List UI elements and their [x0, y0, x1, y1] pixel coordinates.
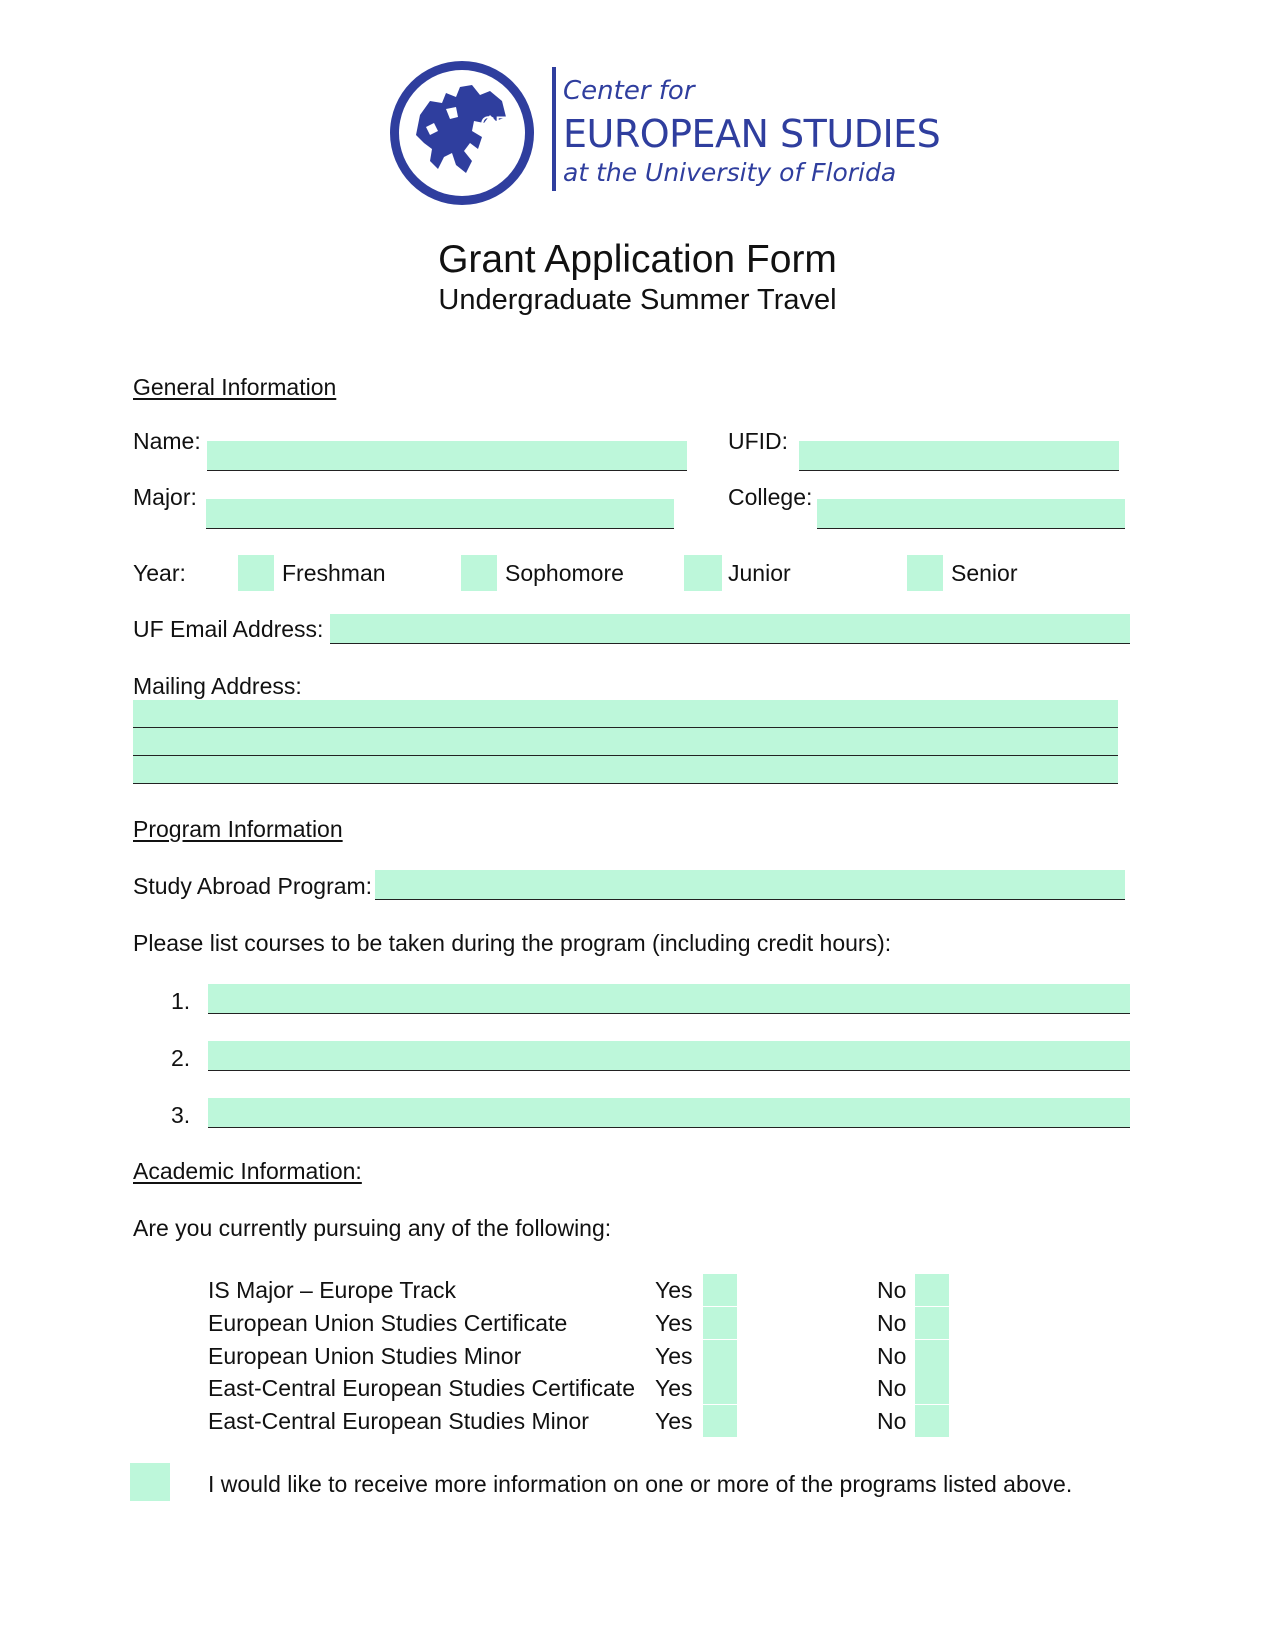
no-checkbox-3[interactable] — [915, 1340, 949, 1372]
junior-checkbox[interactable] — [684, 555, 722, 591]
program-info-heading: Program Information — [133, 816, 343, 842]
academic-item-3: European Union Studies Minor — [208, 1343, 522, 1369]
freshman-label: Freshman — [282, 560, 386, 586]
logo-badge: CES — [480, 113, 522, 137]
yes-checkbox-4[interactable] — [703, 1372, 737, 1404]
more-info-label: I would like to receive more information on one or more of the programs listed above. — [208, 1471, 1073, 1497]
course-number-3: 3. — [171, 1102, 191, 1128]
college-label: College: — [728, 484, 813, 510]
no-label-2: No — [877, 1310, 907, 1336]
mailing-address-line-1[interactable] — [133, 700, 1118, 728]
logo-divider — [552, 67, 556, 191]
email-label: UF Email Address: — [133, 616, 324, 642]
academic-item-1: IS Major – Europe Track — [208, 1277, 456, 1303]
no-checkbox-2[interactable] — [915, 1307, 949, 1339]
study-abroad-label: Study Abroad Program: — [133, 873, 373, 899]
yes-label-4: Yes — [655, 1375, 693, 1401]
course-number-2: 2. — [171, 1045, 191, 1071]
academic-item-4: East-Central European Studies Certificate — [208, 1375, 635, 1401]
senior-checkbox[interactable] — [907, 555, 943, 591]
no-label-3: No — [877, 1343, 907, 1369]
yes-checkbox-1[interactable] — [703, 1274, 737, 1306]
college-field[interactable] — [817, 499, 1125, 529]
no-checkbox-5[interactable] — [915, 1405, 949, 1437]
name-label: Name: — [133, 428, 201, 454]
email-field[interactable] — [330, 614, 1130, 644]
course-field-2[interactable] — [208, 1041, 1130, 1071]
sophomore-checkbox[interactable] — [461, 555, 497, 591]
course-field-3[interactable] — [208, 1098, 1130, 1128]
logo-line-2: EUROPEAN STUDIES — [563, 112, 941, 156]
no-label-4: No — [877, 1375, 907, 1401]
mailing-label: Mailing Address: — [133, 673, 302, 699]
no-checkbox-1[interactable] — [915, 1274, 949, 1306]
study-abroad-field[interactable] — [375, 870, 1125, 900]
ufid-label: UFID: — [728, 428, 789, 454]
freshman-checkbox[interactable] — [238, 555, 274, 591]
name-field[interactable] — [207, 441, 687, 471]
logo-line-3: at the University of Florida — [563, 158, 897, 187]
senior-label: Senior — [951, 560, 1018, 586]
major-label: Major: — [133, 484, 197, 510]
page-title: Grant Application Form — [438, 238, 837, 281]
academic-prompt: Are you currently pursuing any of the following: — [133, 1215, 612, 1241]
courses-prompt: Please list courses to be taken during the program (including credit hours): — [133, 930, 892, 956]
no-label-5: No — [877, 1408, 907, 1434]
yes-checkbox-5[interactable] — [703, 1405, 737, 1437]
year-label: Year: — [133, 560, 186, 586]
course-number-1: 1. — [171, 988, 191, 1014]
yes-checkbox-2[interactable] — [703, 1307, 737, 1339]
sophomore-label: Sophomore — [505, 560, 624, 586]
academic-info-heading: Academic Information: — [133, 1158, 362, 1184]
academic-item-5: East-Central European Studies Minor — [208, 1408, 589, 1434]
mailing-address-line-2[interactable] — [133, 728, 1118, 756]
page-subtitle: Undergraduate Summer Travel — [438, 284, 837, 316]
yes-checkbox-3[interactable] — [703, 1340, 737, 1372]
mailing-address-line-3[interactable] — [133, 756, 1118, 784]
yes-label-3: Yes — [655, 1343, 693, 1369]
junior-label: Junior — [728, 560, 791, 586]
more-info-checkbox[interactable] — [130, 1463, 170, 1501]
yes-label-1: Yes — [655, 1277, 693, 1303]
no-checkbox-4[interactable] — [915, 1372, 949, 1404]
major-field[interactable] — [206, 499, 674, 529]
yes-label-5: Yes — [655, 1408, 693, 1434]
general-info-heading: General Information — [133, 374, 337, 400]
ufid-field[interactable] — [799, 441, 1119, 471]
academic-item-2: European Union Studies Certificate — [208, 1310, 568, 1336]
yes-label-2: Yes — [655, 1310, 693, 1336]
course-field-1[interactable] — [208, 984, 1130, 1014]
no-label-1: No — [877, 1277, 907, 1303]
logo-line-1: Center for — [563, 76, 695, 106]
